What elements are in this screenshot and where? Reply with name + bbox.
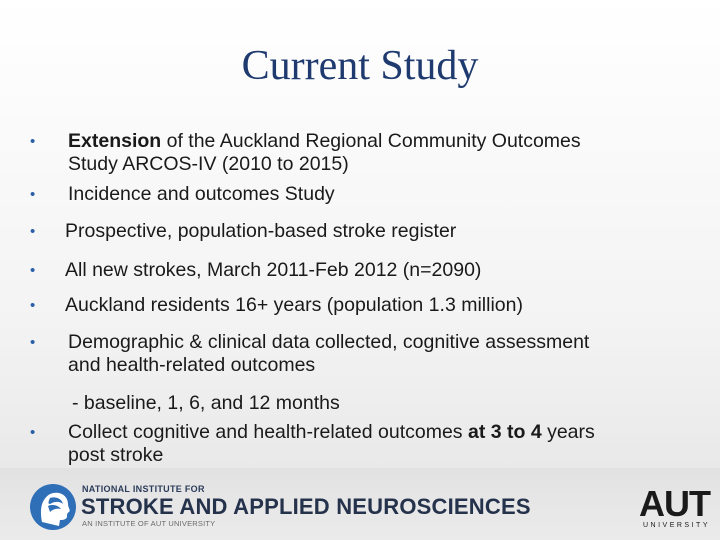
bullet-icon: • (30, 297, 36, 314)
slide-title: Current Study (241, 43, 479, 89)
bullet-icon: • (30, 223, 36, 240)
aut-logo-subtext: UNIVERSITY (642, 522, 710, 529)
bullet-text-line2: and health-related outcomes (68, 354, 316, 376)
bullet-text: of the Auckland Regional Community Outcomes (161, 130, 581, 152)
bullet-bold-text: at 3 to 4 (467, 421, 542, 443)
bullet-text: Incidence and outcomes Study (68, 183, 335, 205)
bullet-bold-text: Extension (68, 130, 162, 152)
bullet-text: Auckland residents 16+ years (population 1.3 million) (65, 294, 523, 316)
bullet-icon: • (30, 424, 36, 441)
institute-small-label: NATIONAL INSTITUTE FOR (82, 484, 205, 494)
bullet-text-line2: post stroke (68, 444, 164, 466)
bullet-icon: • (30, 262, 36, 279)
bullet-icon: • (30, 334, 36, 351)
bullet-text: Prospective, population-based stroke register (65, 220, 457, 242)
head-profile-icon (28, 482, 78, 532)
bullet-text-end: years (541, 421, 595, 443)
institute-tagline: AN INSTITUTE OF AUT UNIVERSITY (82, 519, 216, 528)
bullet-icon: • (30, 186, 36, 203)
bullet-text: Demographic & clinical data collected, cognitive assessment (68, 331, 590, 353)
bullet-text: All new strokes, March 2011-Feb 2012 (n=2090) (65, 259, 482, 281)
sub-bullet-text: - baseline, 1, 6, and 12 months (72, 392, 340, 414)
institute-name: STROKE AND APPLIED NEUROSCIENCES (81, 494, 531, 519)
bullet-text: Collect cognitive and health-related outcomes (68, 421, 468, 443)
aut-logo: AUT (639, 483, 710, 524)
bullet-icon: • (30, 133, 36, 150)
bullet-text-line2: Study ARCOS-IV (2010 to 2015) (68, 153, 349, 175)
